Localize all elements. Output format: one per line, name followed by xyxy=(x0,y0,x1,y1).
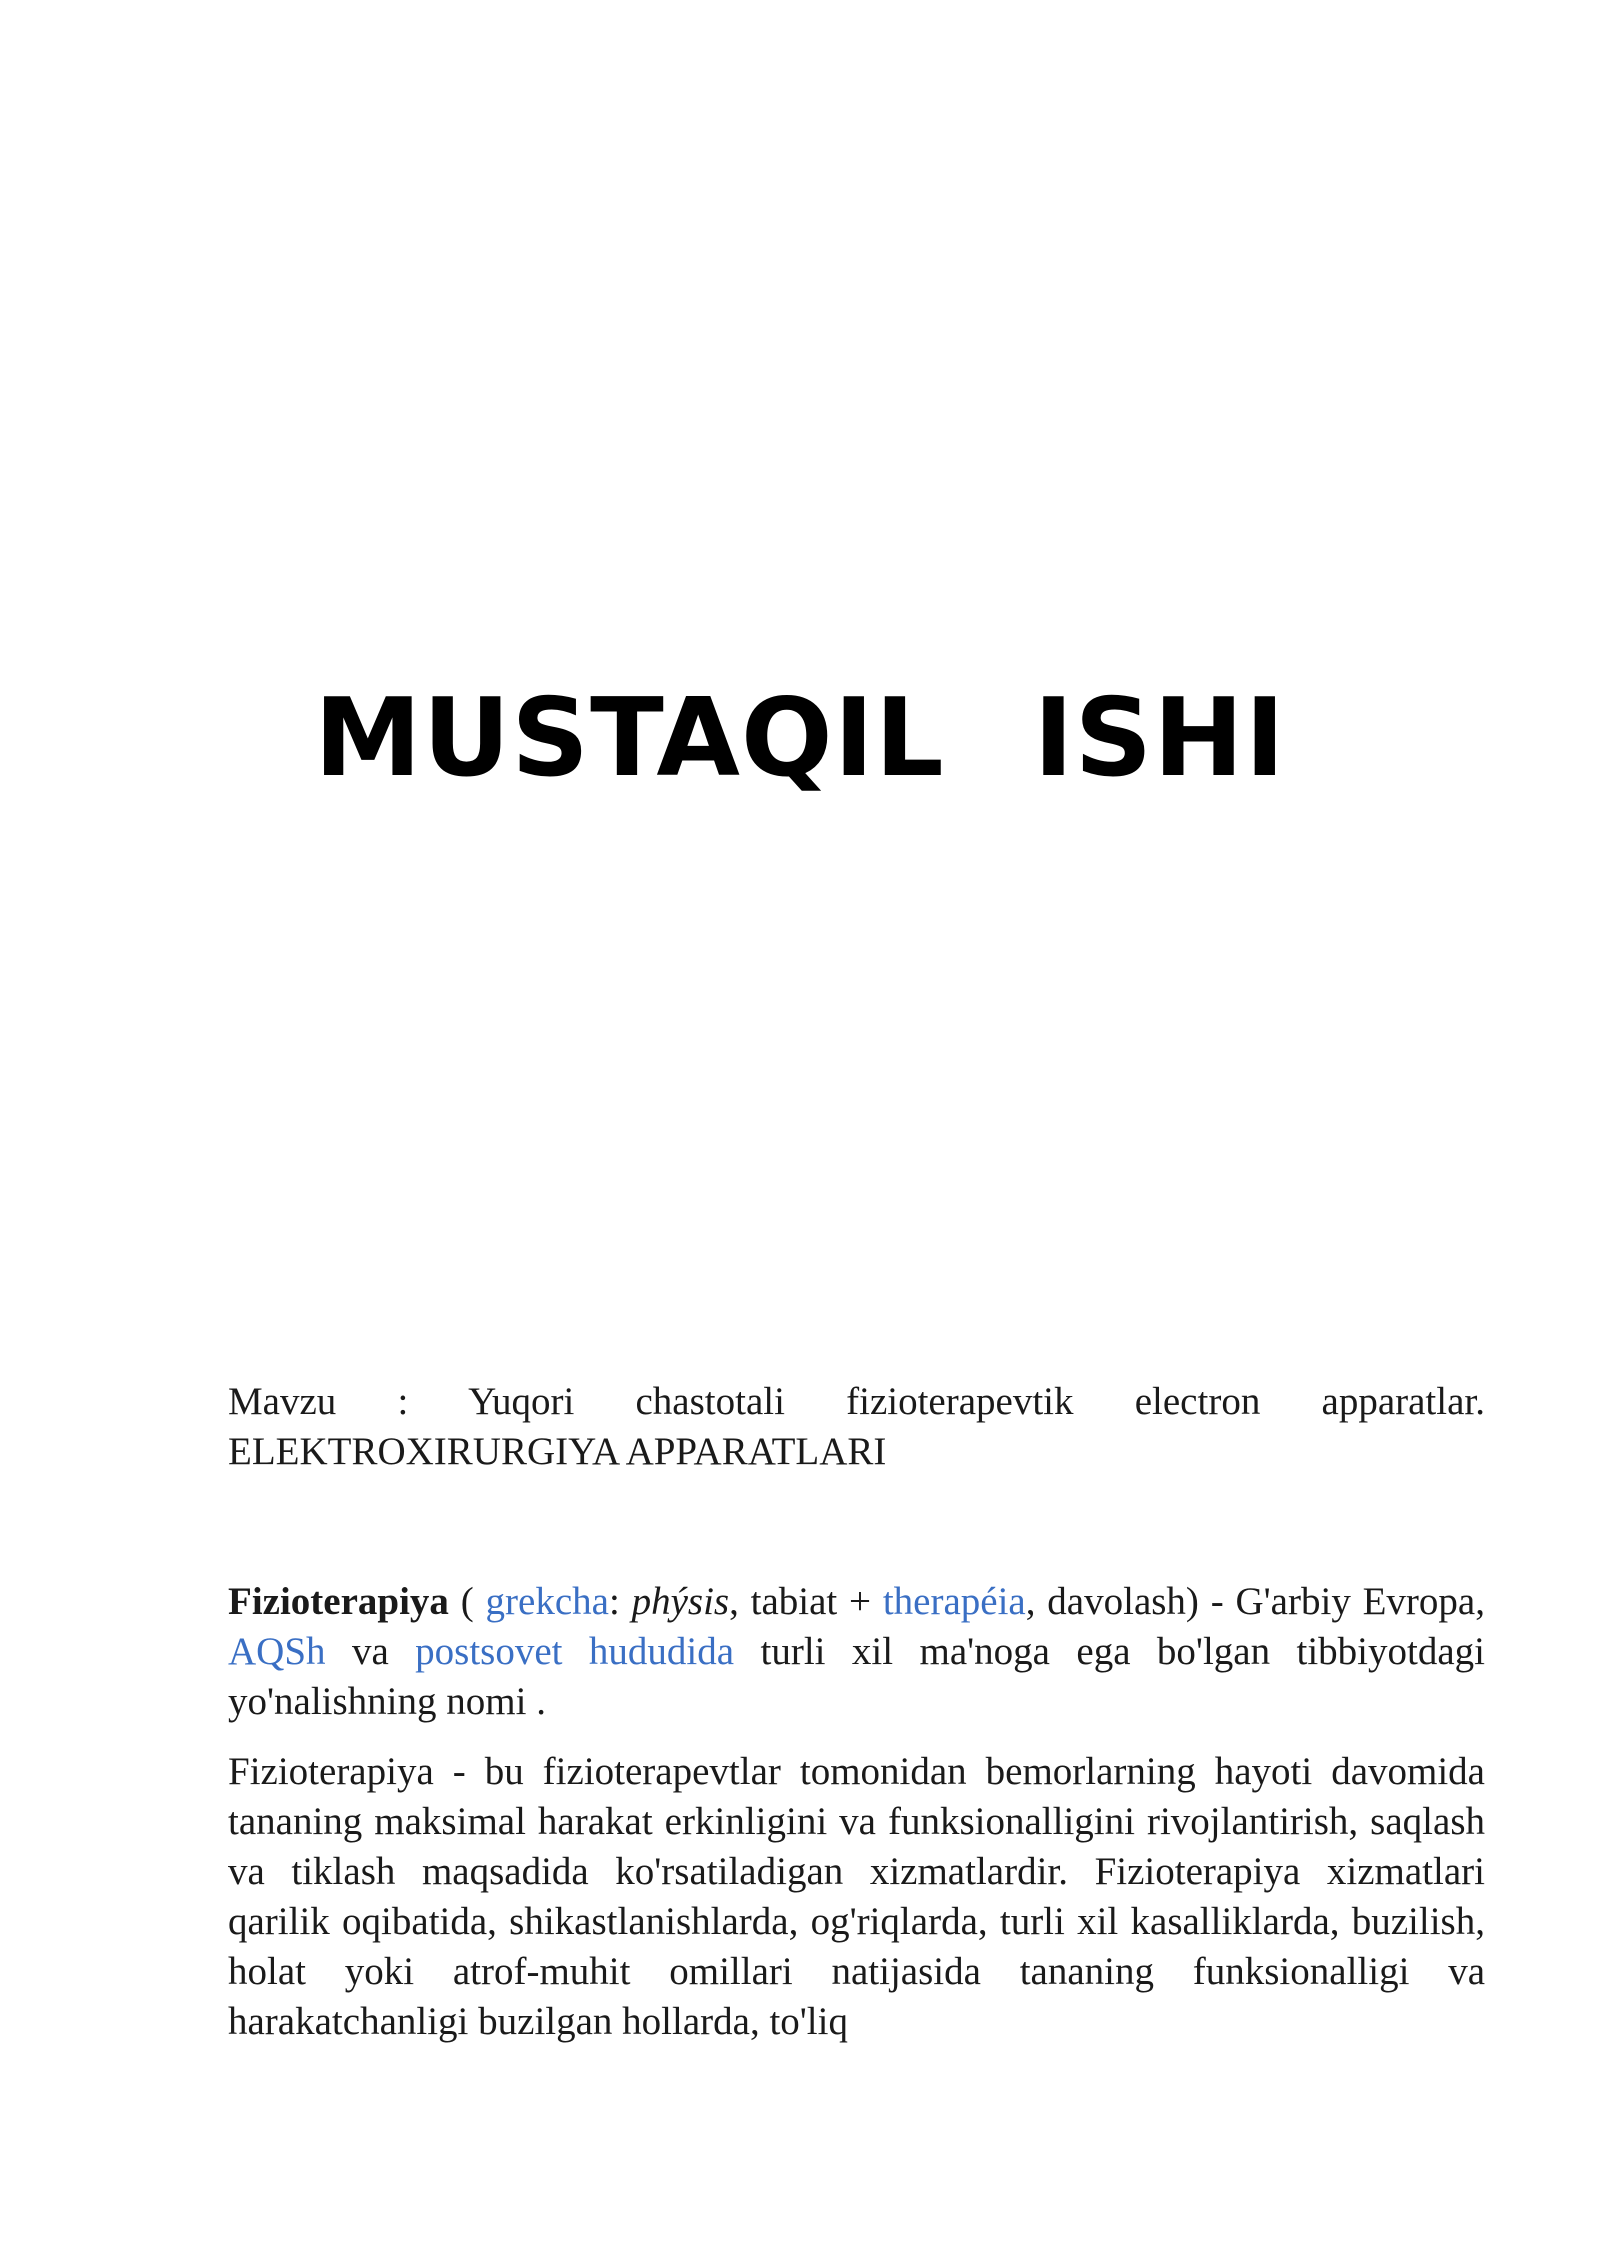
text-tail: turli xil ma'noga ega bo'lgan tibbiyotdagi yo'nalishning nomi . xyxy=(228,1630,1485,1723)
link-postsovet-hududida[interactable]: postsovet hududida xyxy=(415,1630,735,1673)
link-grekcha[interactable]: grekcha xyxy=(485,1580,609,1623)
topic-separator: : xyxy=(336,1380,469,1423)
document-title: MUSTAQIL ISHI xyxy=(314,676,1286,801)
topic-text: Yuqori chastotali fizioterapevtik electron apparatlar. ELEKTROXIRURGIYA APPARATLARI xyxy=(228,1380,1485,1473)
topic-label: Mavzu xyxy=(228,1380,337,1423)
text-va: va xyxy=(325,1630,416,1673)
term-fizioterapiya: Fizioterapiya xyxy=(228,1580,449,1623)
link-therapeia[interactable]: therapéia xyxy=(882,1580,1026,1623)
topic-paragraph xyxy=(228,1377,1485,1477)
text-tabiat: , tabiat + xyxy=(729,1580,883,1623)
text-davolash: , davolash) - G'arbiy Evropa, xyxy=(1025,1580,1485,1623)
word-physis: phýsis xyxy=(631,1580,730,1623)
services-paragraph: Fizioterapiya - bu fizioterapevtlar tomonidan bemorlarning hayoti davomida tananing maksimal harakat erkinligini va funksionalligini rivojlantirish, saqlash va tiklash maqsadida ko'rsatiladigan xizmatlardir. Fizioterapiya xizmatlari qarilik oqibatida, shikastlanishlarda, og'riqlarda, turli xil kasalliklarda, buzilish, holat yoki atrof-muhit omillari natijasida tananing funksionalligi va harakatchanligi buzilgan hollarda, to'liq xyxy=(228,1750,1485,2043)
colon: : xyxy=(608,1580,632,1623)
link-aqsh[interactable]: AQSh xyxy=(228,1630,326,1673)
definition-paragraph xyxy=(228,1577,1485,1727)
open-paren: ( xyxy=(448,1580,486,1623)
